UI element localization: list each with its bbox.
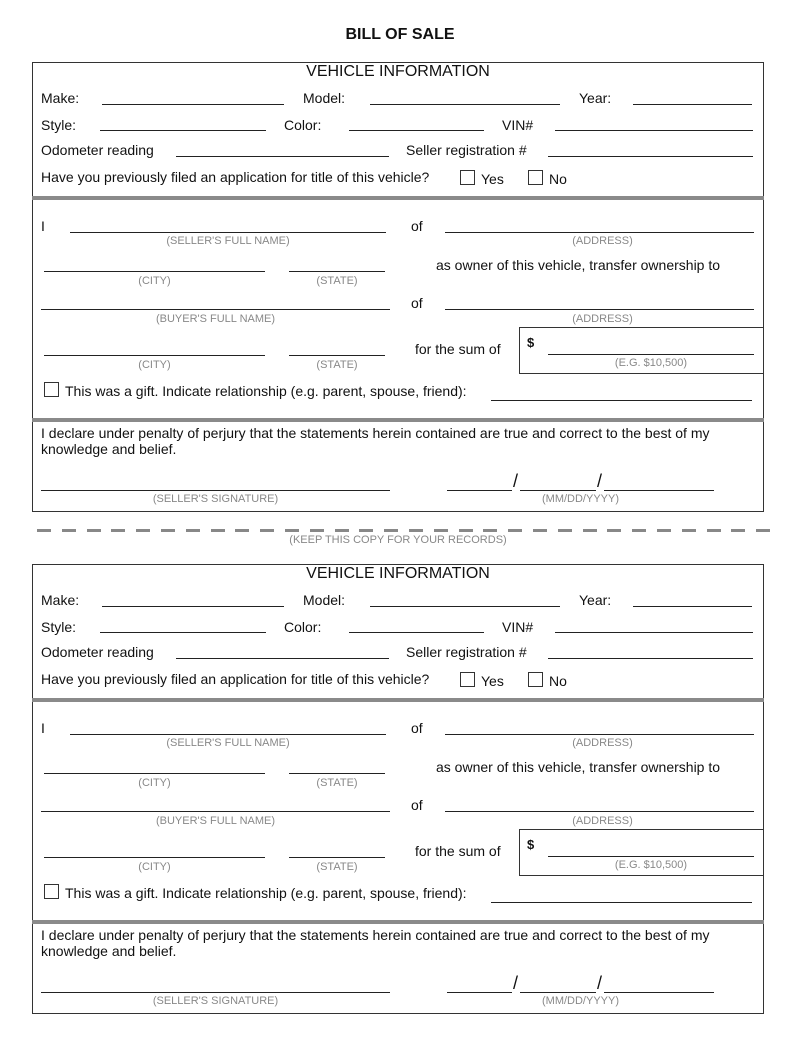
gift-relationship-field[interactable] [491,902,752,903]
seller-signature-caption: (SELLER'S SIGNATURE) [152,995,279,1007]
buyer-name-field[interactable] [41,309,390,310]
style-label: Style: [41,117,77,133]
style-field[interactable] [100,632,266,633]
dollar-sign: $ [527,335,535,350]
style-label: Style: [41,619,77,635]
seller-registration-label: Seller registration # [406,142,527,158]
make-field[interactable] [102,104,284,105]
transfer-text: as owner of this vehicle, transfer ownership to [436,257,721,273]
seller-address-caption: (ADDRESS) [572,235,633,247]
no-label: No [549,673,567,689]
date-day-field[interactable] [520,992,596,993]
of-label: of [411,720,423,736]
sum-label: for the sum of [415,843,501,859]
buyer-city-caption: (CITY) [138,861,171,873]
seller-signature-field[interactable] [41,992,390,993]
bill-of-sale-original [0,0,800,520]
seller-state-caption: (STATE) [316,777,358,789]
buyer-name-caption: (BUYER'S FULL NAME) [155,313,276,325]
bill-of-sale-copy [0,0,800,505]
year-field[interactable] [633,606,752,607]
keep-copy-note: (KEEP THIS COPY FOR YOUR RECORDS) [289,534,507,546]
sum-caption: (E.G. $10,500) [614,859,688,871]
dollar-sign: $ [527,837,535,852]
declaration-text: I declare under penalty of perjury that the statements herein contained are true and correct to the best of my knowledge and belief. [41,425,710,457]
i-label: I [41,218,45,234]
make-field[interactable] [102,606,284,607]
seller-state-field[interactable] [289,271,385,272]
vehicle-info-header: VEHICLE INFORMATION [306,565,490,582]
odometer-field[interactable] [176,156,389,157]
buyer-state-field[interactable] [289,355,385,356]
transfer-text: as owner of this vehicle, transfer ownership to [436,759,721,775]
gift-checkbox[interactable] [44,884,59,899]
buyer-name-caption: (BUYER'S FULL NAME) [155,815,276,827]
no-checkbox[interactable] [528,170,543,185]
section-divider [32,196,764,200]
gift-checkbox[interactable] [44,382,59,397]
vin-label: VIN# [502,117,534,133]
make-label: Make: [41,90,80,106]
seller-city-field[interactable] [44,271,265,272]
bill-of-sale-copy [0,502,800,1007]
model-field[interactable] [370,606,560,607]
seller-city-caption: (CITY) [138,275,171,287]
yes-label: Yes [481,171,504,187]
vin-field[interactable] [555,130,753,131]
sum-caption: (E.G. $10,500) [614,357,688,369]
of-label: of [411,218,423,234]
seller-name-caption: (SELLER'S FULL NAME) [166,737,290,749]
buyer-state-caption: (STATE) [316,861,358,873]
yes-checkbox[interactable] [460,170,475,185]
buyer-name-field[interactable] [41,811,390,812]
buyer-state-caption: (STATE) [316,359,358,371]
seller-registration-field[interactable] [548,156,753,157]
date-slash: / [513,471,519,491]
seller-name-field[interactable] [70,232,386,233]
declaration-text: I declare under penalty of perjury that the statements herein contained are true and correct to the best of my knowledge and belief. [41,927,710,959]
date-month-field[interactable] [447,992,512,993]
style-field[interactable] [100,130,266,131]
seller-signature-caption: (SELLER'S SIGNATURE) [152,493,279,505]
vin-label: VIN# [502,619,534,635]
section-divider [32,698,764,702]
seller-city-caption: (CITY) [138,777,171,789]
sum-field[interactable] [548,856,754,857]
buyer-address-field[interactable] [445,811,754,812]
seller-name-caption: (SELLER'S FULL NAME) [166,235,290,247]
date-caption: (MM/DD/YYYY) [542,493,619,505]
date-caption: (MM/DD/YYYY) [542,995,619,1007]
buyer-address-caption: (ADDRESS) [572,313,633,325]
bill-of-sale-duplicate [0,502,800,1022]
yes-label: Yes [481,673,504,689]
buyer-address-field[interactable] [445,309,754,310]
date-year-field[interactable] [604,490,714,491]
vin-field[interactable] [555,632,753,633]
odometer-label: Odometer reading [41,644,154,660]
color-field[interactable] [349,632,484,633]
buyer-city-field[interactable] [44,355,265,356]
date-slash: / [597,973,603,993]
buyer-city-caption: (CITY) [138,359,171,371]
model-label: Model: [303,592,346,608]
date-slash: / [597,471,603,491]
make-label: Make: [41,592,80,608]
date-slash: / [513,973,519,993]
buyer-state-field[interactable] [289,857,385,858]
date-day-field[interactable] [520,490,596,491]
year-field[interactable] [633,104,752,105]
of-label: of [411,797,423,813]
vehicle-info-header: VEHICLE INFORMATION [306,63,490,80]
buyer-address-caption: (ADDRESS) [572,815,633,827]
seller-address-field[interactable] [445,232,754,233]
section-divider [32,418,764,422]
title-question: Have you previously filed an application for title of this vehicle? [41,169,430,185]
year-label: Year: [579,90,612,106]
no-checkbox[interactable] [528,672,543,687]
title-question: Have you previously filed an application for title of this vehicle? [41,671,430,687]
gift-text: This was a gift. Indicate relationship (e.g. parent, spouse, friend): [65,383,467,399]
model-field[interactable] [370,104,560,105]
seller-state-caption: (STATE) [316,275,358,287]
yes-checkbox[interactable] [460,672,475,687]
year-label: Year: [579,592,612,608]
seller-address-caption: (ADDRESS) [572,737,633,749]
date-year-field[interactable] [604,992,714,993]
section-divider [32,920,764,924]
seller-registration-label: Seller registration # [406,644,527,660]
seller-state-field[interactable] [289,773,385,774]
gift-relationship-field[interactable] [491,400,752,401]
seller-city-field[interactable] [44,773,265,774]
date-month-field[interactable] [447,490,512,491]
document-title: BILL OF SALE [345,26,455,43]
no-label: No [549,171,567,187]
i-label: I [41,720,45,736]
odometer-field[interactable] [176,658,389,659]
of-label: of [411,295,423,311]
model-label: Model: [303,90,346,106]
sum-label: for the sum of [415,341,501,357]
color-label: Color: [284,117,322,133]
seller-signature-field[interactable] [41,490,390,491]
seller-address-field[interactable] [445,734,754,735]
odometer-label: Odometer reading [41,142,154,158]
color-label: Color: [284,619,322,635]
color-field[interactable] [349,130,484,131]
buyer-city-field[interactable] [44,857,265,858]
seller-name-field[interactable] [70,734,386,735]
seller-registration-field[interactable] [548,658,753,659]
sum-field[interactable] [548,354,754,355]
gift-text: This was a gift. Indicate relationship (e.g. parent, spouse, friend): [65,885,467,901]
